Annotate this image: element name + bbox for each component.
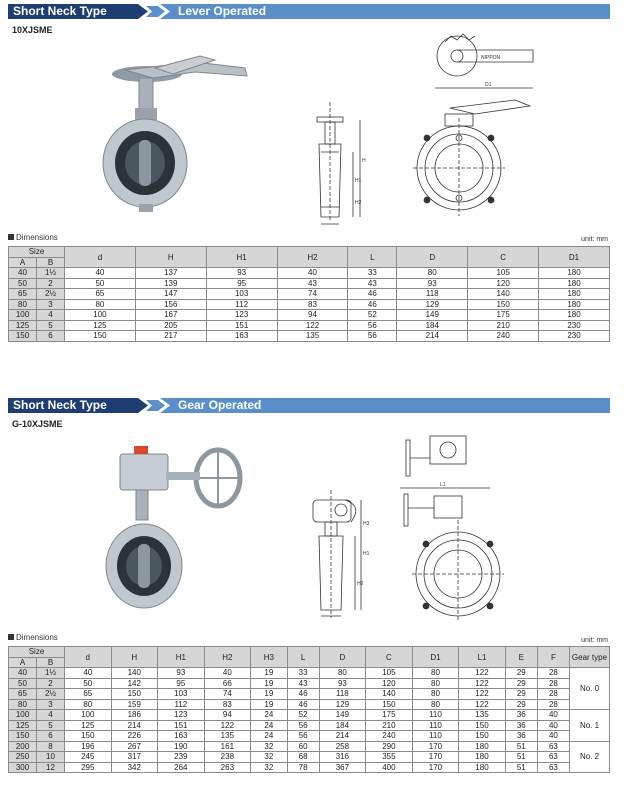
cell-D1: 110 (412, 710, 459, 721)
cell-H: 186 (111, 710, 158, 721)
cell-L: 33 (287, 668, 319, 679)
cell-d: 295 (65, 762, 112, 773)
table-row (9, 668, 610, 679)
cell-L: 43 (348, 278, 397, 289)
cell-H3: 19 (251, 689, 287, 700)
cell-D1: 230 (539, 320, 610, 331)
cell-E: 36 (505, 720, 537, 731)
cell-d: 80 (65, 699, 112, 710)
cell-H2: 94 (204, 710, 251, 721)
cell-L1: 122 (459, 668, 506, 679)
cell-F: 63 (537, 741, 569, 752)
col-D-header: D (319, 647, 366, 668)
cell-F: 28 (537, 689, 569, 700)
cell-B: 6 (37, 731, 65, 742)
cell-C: 105 (468, 268, 539, 279)
cell-B: 6 (37, 331, 65, 342)
cell-H2: 83 (204, 699, 251, 710)
cell-H3: 19 (251, 699, 287, 710)
cell-H2: 74 (204, 689, 251, 700)
cell-D1: 80 (412, 699, 459, 710)
cell-F: 63 (537, 762, 569, 773)
cell-B: 3 (37, 699, 65, 710)
cell-d: 50 (65, 678, 112, 689)
cell-D: 214 (319, 731, 366, 742)
section2-banner (8, 398, 610, 413)
cell-D1: 170 (412, 741, 459, 752)
cell-H1: 95 (206, 278, 277, 289)
table-row (9, 278, 610, 289)
col-C-header: C (366, 647, 413, 668)
cell-H2: 122 (204, 720, 251, 731)
cell-A: 50 (9, 678, 37, 689)
banner-subtitle: Gear Operated (178, 398, 262, 412)
cell-H: 267 (111, 741, 158, 752)
cell-A: 100 (9, 710, 37, 721)
table-row (9, 752, 610, 763)
col-A-header: A (9, 657, 37, 668)
lever-side-view-drawing-icon (305, 92, 380, 227)
chevron-arrow-icon (138, 4, 174, 19)
section1-banner (8, 4, 610, 19)
banner-title: Short Neck Type (8, 4, 156, 19)
cell-d: 125 (65, 320, 136, 331)
cell-E: 36 (505, 710, 537, 721)
lever-valve-photo-icon (95, 48, 255, 213)
gear-front-view-drawing-icon (390, 432, 510, 622)
cell-A: 40 (9, 268, 37, 279)
cell-d: 125 (65, 720, 112, 731)
cell-d: 150 (65, 731, 112, 742)
cell-H: 156 (135, 299, 206, 310)
cell-D: 80 (319, 668, 366, 679)
drawing-label: NIPPON (481, 55, 501, 61)
cell-H3: 24 (251, 720, 287, 731)
cell-F: 28 (537, 678, 569, 689)
svg-text:H1: H1 (363, 551, 370, 557)
cell-L1: 135 (459, 710, 506, 721)
col-A-header: A (9, 257, 37, 268)
cell-D: 149 (319, 710, 366, 721)
col-H2-header: H2 (204, 647, 251, 668)
cell-D: 214 (397, 331, 468, 342)
banner-title: Short Neck Type (8, 398, 156, 413)
cell-d: 100 (65, 310, 136, 321)
model-code: 10XJSME (12, 25, 53, 35)
cell-L: 52 (348, 310, 397, 321)
cell-B: 1½ (37, 268, 65, 279)
cell-D1: 80 (412, 678, 459, 689)
table-row (9, 310, 610, 321)
size-header: Size (9, 247, 65, 258)
svg-text:H1: H1 (355, 178, 362, 184)
cell-H2: 43 (277, 278, 348, 289)
cell-D: 129 (397, 299, 468, 310)
table-row (9, 299, 610, 310)
cell-d: 245 (65, 752, 112, 763)
cell-gear-type: No. 1 (570, 710, 610, 742)
cell-H3: 32 (251, 741, 287, 752)
cell-A: 65 (9, 689, 37, 700)
cell-B: 2½ (37, 689, 65, 700)
cell-D: 316 (319, 752, 366, 763)
cell-A: 150 (9, 731, 37, 742)
cell-D1: 230 (539, 331, 610, 342)
cell-L: 56 (348, 320, 397, 331)
cell-B: 2 (37, 278, 65, 289)
cell-d: 65 (65, 689, 112, 700)
cell-L: 52 (287, 710, 319, 721)
cell-D: 184 (397, 320, 468, 331)
cell-D: 258 (319, 741, 366, 752)
cell-H1: 123 (206, 310, 277, 321)
cell-F: 40 (537, 720, 569, 731)
cell-H2: 94 (277, 310, 348, 321)
table-row (9, 741, 610, 752)
table-row (9, 762, 610, 773)
cell-E: 51 (505, 762, 537, 773)
svg-text:H2: H2 (357, 581, 364, 587)
cell-A: 40 (9, 668, 37, 679)
cell-L1: 122 (459, 678, 506, 689)
cell-B: 3 (37, 299, 65, 310)
cell-H: 140 (111, 668, 158, 679)
banner-subtitle: Lever Operated (178, 4, 267, 18)
cell-E: 29 (505, 678, 537, 689)
cell-C: 140 (468, 289, 539, 300)
cell-C: 240 (366, 731, 413, 742)
cell-H: 214 (111, 720, 158, 731)
cell-D: 118 (397, 289, 468, 300)
unit-label: unit: mm (581, 637, 608, 644)
cell-d: 100 (65, 710, 112, 721)
cell-D1: 170 (412, 752, 459, 763)
model-code: G-10XJSME (12, 419, 63, 429)
col-L-header: L (287, 647, 319, 668)
cell-B: 1½ (37, 668, 65, 679)
svg-text:H3: H3 (363, 521, 370, 527)
cell-L1: 180 (459, 741, 506, 752)
cell-H2: 263 (204, 762, 251, 773)
cell-H1: 151 (158, 720, 205, 731)
svg-text:H: H (362, 158, 366, 164)
cell-C: 400 (366, 762, 413, 773)
table-row (9, 320, 610, 331)
cell-d: 65 (65, 289, 136, 300)
cell-H1: 95 (158, 678, 205, 689)
cell-D: 367 (319, 762, 366, 773)
col-L1-header: L1 (459, 647, 506, 668)
cell-H1: 93 (158, 668, 205, 679)
cell-C: 150 (468, 299, 539, 310)
table-row (9, 699, 610, 710)
cell-A: 250 (9, 752, 37, 763)
cell-H3: 19 (251, 678, 287, 689)
cell-E: 51 (505, 752, 537, 763)
gear-valve-photo-icon (100, 436, 250, 621)
cell-L: 68 (287, 752, 319, 763)
cell-B: 8 (37, 741, 65, 752)
cell-H2: 135 (204, 731, 251, 742)
table-row (9, 268, 610, 279)
cell-gear-type: No. 2 (570, 741, 610, 773)
col-D1-header: D1 (412, 647, 459, 668)
cell-H: 147 (135, 289, 206, 300)
cell-L: 46 (348, 289, 397, 300)
cell-D1: 180 (539, 310, 610, 321)
cell-H3: 32 (251, 752, 287, 763)
table-row (9, 678, 610, 689)
cell-C: 175 (366, 710, 413, 721)
cell-A: 125 (9, 320, 37, 331)
cell-H1: 151 (206, 320, 277, 331)
cell-A: 125 (9, 720, 37, 731)
cell-B: 5 (37, 720, 65, 731)
cell-H1: 93 (206, 268, 277, 279)
cell-L: 33 (348, 268, 397, 279)
dimensions-label: Dimensions (8, 233, 58, 242)
cell-L1: 150 (459, 731, 506, 742)
cell-B: 2½ (37, 289, 65, 300)
cell-F: 40 (537, 731, 569, 742)
cell-B: 2 (37, 678, 65, 689)
cell-H: 226 (111, 731, 158, 742)
cell-L1: 180 (459, 752, 506, 763)
cell-D1: 180 (539, 299, 610, 310)
col-d-header: d (65, 247, 136, 268)
cell-H: 342 (111, 762, 158, 773)
cell-d: 40 (65, 268, 136, 279)
cell-L: 56 (287, 731, 319, 742)
cell-d: 150 (65, 331, 136, 342)
cell-H: 139 (135, 278, 206, 289)
cell-D: 129 (319, 699, 366, 710)
cell-D1: 110 (412, 731, 459, 742)
cell-C: 150 (366, 699, 413, 710)
cell-H3: 24 (251, 710, 287, 721)
cell-L1: 180 (459, 762, 506, 773)
cell-A: 200 (9, 741, 37, 752)
cell-H: 167 (135, 310, 206, 321)
cell-A: 65 (9, 289, 37, 300)
cell-D1: 110 (412, 720, 459, 731)
cell-C: 175 (468, 310, 539, 321)
cell-gear-type: No. 0 (570, 668, 610, 710)
cell-L1: 122 (459, 689, 506, 700)
cell-F: 40 (537, 710, 569, 721)
gear-side-view-drawing-icon (305, 470, 380, 620)
unit-label: unit: mm (581, 236, 608, 243)
col-H3-header: H3 (251, 647, 287, 668)
cell-H: 217 (135, 331, 206, 342)
cell-F: 28 (537, 668, 569, 679)
svg-text:H2: H2 (355, 200, 362, 206)
cell-L: 60 (287, 741, 319, 752)
cell-L: 56 (287, 720, 319, 731)
col-H1-header: H1 (206, 247, 277, 268)
cell-H2: 40 (277, 268, 348, 279)
cell-D: 93 (319, 678, 366, 689)
cell-D1: 170 (412, 762, 459, 773)
col-H-header: H (135, 247, 206, 268)
cell-C: 210 (366, 720, 413, 731)
cell-E: 36 (505, 731, 537, 742)
cell-E: 51 (505, 741, 537, 752)
cell-H2: 122 (277, 320, 348, 331)
col-E-header: E (505, 647, 537, 668)
cell-d: 196 (65, 741, 112, 752)
cell-H1: 239 (158, 752, 205, 763)
cell-H: 159 (111, 699, 158, 710)
cell-H1: 163 (206, 331, 277, 342)
cell-H3: 24 (251, 731, 287, 742)
cell-H1: 123 (158, 710, 205, 721)
cell-L1: 122 (459, 699, 506, 710)
lever-front-view-drawing-icon (405, 28, 540, 218)
cell-D1: 180 (539, 278, 610, 289)
col-B-header: B (37, 257, 65, 268)
cell-C: 105 (366, 668, 413, 679)
cell-L1: 150 (459, 720, 506, 731)
cell-d: 80 (65, 299, 136, 310)
table-row (9, 331, 610, 342)
cell-B: 4 (37, 710, 65, 721)
col-L-header: L (348, 247, 397, 268)
cell-H: 137 (135, 268, 206, 279)
cell-H1: 264 (158, 762, 205, 773)
col-F-header: F (537, 647, 569, 668)
col-C-header: C (468, 247, 539, 268)
table-row (9, 689, 610, 700)
cell-D: 149 (397, 310, 468, 321)
cell-A: 80 (9, 699, 37, 710)
svg-text:D1: D1 (485, 82, 492, 88)
cell-H1: 112 (158, 699, 205, 710)
cell-A: 100 (9, 310, 37, 321)
cell-A: 300 (9, 762, 37, 773)
cell-H: 150 (111, 689, 158, 700)
cell-d: 40 (65, 668, 112, 679)
cell-L: 43 (287, 678, 319, 689)
cell-H: 317 (111, 752, 158, 763)
cell-B: 10 (37, 752, 65, 763)
cell-H2: 135 (277, 331, 348, 342)
cell-H: 142 (111, 678, 158, 689)
cell-A: 80 (9, 299, 37, 310)
cell-B: 5 (37, 320, 65, 331)
cell-H3: 32 (251, 762, 287, 773)
chevron-arrow-icon (138, 398, 174, 413)
cell-d: 50 (65, 278, 136, 289)
cell-H1: 112 (206, 299, 277, 310)
col-H1-header: H1 (158, 647, 205, 668)
cell-H1: 103 (158, 689, 205, 700)
cell-D1: 180 (539, 268, 610, 279)
cell-L: 46 (287, 699, 319, 710)
cell-D: 118 (319, 689, 366, 700)
col-d-header: d (65, 647, 112, 668)
cell-H1: 190 (158, 741, 205, 752)
cell-H1: 163 (158, 731, 205, 742)
cell-D1: 80 (412, 689, 459, 700)
cell-H2: 66 (204, 678, 251, 689)
cell-H2: 83 (277, 299, 348, 310)
cell-C: 140 (366, 689, 413, 700)
col-B-header: B (37, 657, 65, 668)
cell-D: 93 (397, 278, 468, 289)
cell-D: 80 (397, 268, 468, 279)
svg-text:L1: L1 (440, 482, 446, 488)
cell-D1: 180 (539, 289, 610, 300)
cell-H3: 19 (251, 668, 287, 679)
cell-C: 240 (468, 331, 539, 342)
col-D1-header: D1 (539, 247, 610, 268)
col-gear-type-header: Gear type (570, 647, 610, 668)
cell-E: 29 (505, 699, 537, 710)
cell-C: 210 (468, 320, 539, 331)
cell-E: 29 (505, 689, 537, 700)
cell-H: 205 (135, 320, 206, 331)
table-row (9, 710, 610, 721)
cell-H2: 238 (204, 752, 251, 763)
cell-A: 150 (9, 331, 37, 342)
cell-C: 355 (366, 752, 413, 763)
cell-B: 4 (37, 310, 65, 321)
cell-F: 63 (537, 752, 569, 763)
cell-C: 120 (366, 678, 413, 689)
table-row (9, 720, 610, 731)
size-header: Size (9, 647, 65, 658)
cell-H2: 40 (204, 668, 251, 679)
cell-F: 28 (537, 699, 569, 710)
table-row (9, 731, 610, 742)
cell-L: 56 (348, 331, 397, 342)
cell-D1: 80 (412, 668, 459, 679)
cell-H2: 161 (204, 741, 251, 752)
dimensions-label: Dimensions (8, 633, 58, 642)
cell-C: 120 (468, 278, 539, 289)
cell-C: 290 (366, 741, 413, 752)
col-H2-header: H2 (277, 247, 348, 268)
cell-H1: 103 (206, 289, 277, 300)
col-H-header: H (111, 647, 158, 668)
cell-B: 12 (37, 762, 65, 773)
table-row (9, 289, 610, 300)
cell-L: 46 (287, 689, 319, 700)
cell-D: 184 (319, 720, 366, 731)
col-D-header: D (397, 247, 468, 268)
cell-E: 29 (505, 668, 537, 679)
dimensions-table (8, 646, 610, 773)
dimensions-table (8, 246, 610, 342)
cell-H2: 74 (277, 289, 348, 300)
cell-L: 78 (287, 762, 319, 773)
cell-A: 50 (9, 278, 37, 289)
cell-L: 46 (348, 299, 397, 310)
